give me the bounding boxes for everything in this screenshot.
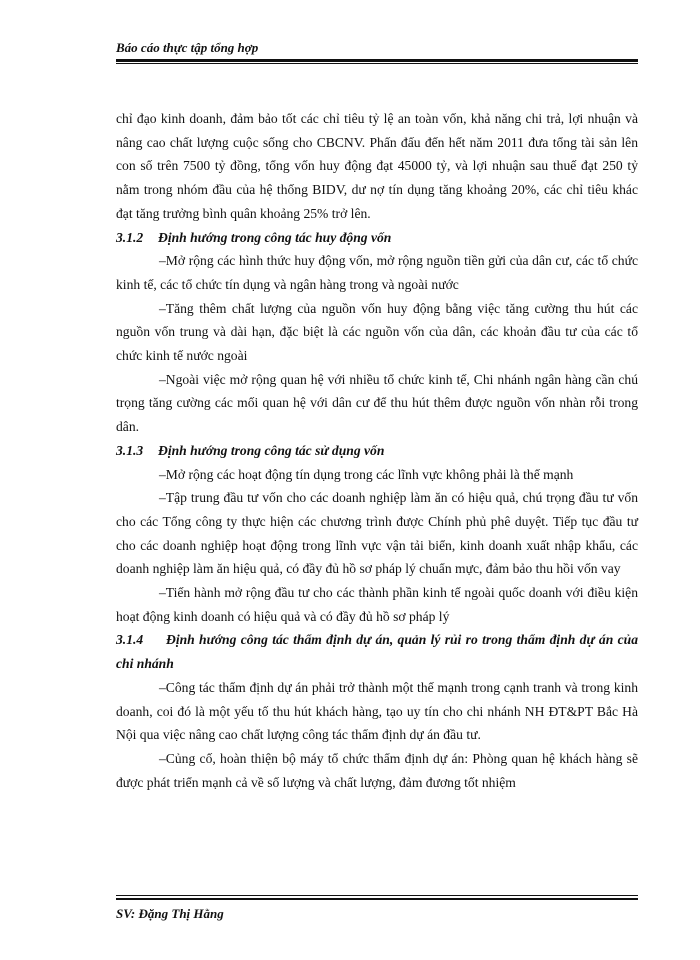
paragraph: –Mở rộng các hình thức huy động vốn, mở rộng nguồn tiền gửi của dân cư, các tổ chức kinh tế, các tổ chức tín dụng và ngân hàng trong và ngoài nước <box>116 253 638 292</box>
paragraph: –Công tác thẩm định dự án phải trở thành một thế mạnh trong cạnh tranh và trong kinh doanh, coi đó là một yếu tố thu hút khách hàng, tạo uy tín cho chi nhánh NH ĐT&PT Bắc Hà Nội qua việc nâng cao chất lượng công tác thẩm định dự án đầu tư. <box>116 679 638 743</box>
section-title: Định hướng trong công tác huy động vốn <box>158 229 392 245</box>
section-heading-3-1-3 <box>116 439 638 463</box>
footer-rule <box>116 895 638 896</box>
paragraph: –Mở rộng các hoạt động tín dụng trong các lĩnh vực không phải là thế mạnh <box>159 466 574 482</box>
paragraph: –Tập trung đầu tư vốn cho các doanh nghiệp làm ăn có hiệu quả, chú trọng đầu tư vốn cho các Tổng công ty thực hiện các chương trình được Chính phủ phê duyệt. Tiếp tục đầu tư cho các doanh nghiệp hoạt động trong lĩnh vực vận tải biển, kinh doanh xuất nhập khẩu, các doanh nghiệp làm ăn hiệu quả, có đầy đủ hồ sơ pháp lý chuẩn mực, đảm bảo thu hồi vốn vay <box>116 490 638 577</box>
section-title: Định hướng trong công tác sử dụng vốn <box>158 442 385 458</box>
section-number: 3.1.4 <box>116 632 144 648</box>
paragraph: –Củng cố, hoàn thiện bộ máy tổ chức thẩm định dự án: Phòng quan hệ khách hàng sẽ được phát triển mạnh cả về số lượng và chất lượng, đảm đương tốt nhiệm <box>116 750 638 790</box>
paragraph: –Ngoài việc mở rộng quan hệ với nhiều tổ chức kinh tế, Chi nhánh ngân hàng cần chú trọng tăng cường các mối quan hệ với dân cư để thu hút thêm được nguồn vốn nhàn rỗi trong dân. <box>116 371 638 435</box>
header-rule <box>116 59 638 62</box>
section-heading-3-1-4 <box>116 628 638 675</box>
section-number: 3.1.2 <box>116 229 144 245</box>
footer-author: SV: Đặng Thị Hằng <box>116 906 224 921</box>
section-heading-3-1-2 <box>116 226 638 250</box>
paragraph: –Tăng thêm chất lượng của nguồn vốn huy động bằng việc tăng cường thu hút các nguồn vốn trung và dài hạn, đặc biệt là các nguồn vốn của dân, các khoản đầu tư của các tổ chức kinh tế nước ngoài <box>116 300 638 364</box>
document-body <box>116 107 638 794</box>
intro-paragraph: chỉ đạo kinh doanh, đảm bảo tốt các chỉ tiêu tỷ lệ an toàn vốn, khả năng chi trả, lợi nhuận và nâng cao chất lượng cuộc sống cho CBCNV. Phấn đấu đến hết năm 2011 đưa tổng tài sản lên con số trên 7500 tỷ đồng, tổng vốn huy động đạt 45000 tỷ, và lợi nhuận sau thuế đạt 250 tỷ nằm trong nhóm đầu của hệ thống BIDV, dư nợ tín dụng tăng khoảng 20%, các chỉ tiêu khác đạt tăng trưởng bình quân khoảng 25% trở lên. <box>116 111 638 221</box>
footer-rule-thick <box>116 898 638 900</box>
header-rule-thin <box>116 63 638 64</box>
paragraph: –Tiến hành mở rộng đầu tư cho các thành phần kinh tế ngoài quốc doanh với điều kiện hoạt động kinh doanh có hiệu quả và có đầy đủ hồ sơ pháp lý <box>116 585 638 624</box>
header-title: Báo cáo thực tập tổng hợp <box>116 40 259 55</box>
section-number: 3.1.3 <box>116 442 144 458</box>
section-title: Định hướng công tác thẩm định dự án, quản lý rủi ro trong thẩm định dự án của chi nhánh <box>116 632 638 672</box>
page-header <box>116 40 638 56</box>
